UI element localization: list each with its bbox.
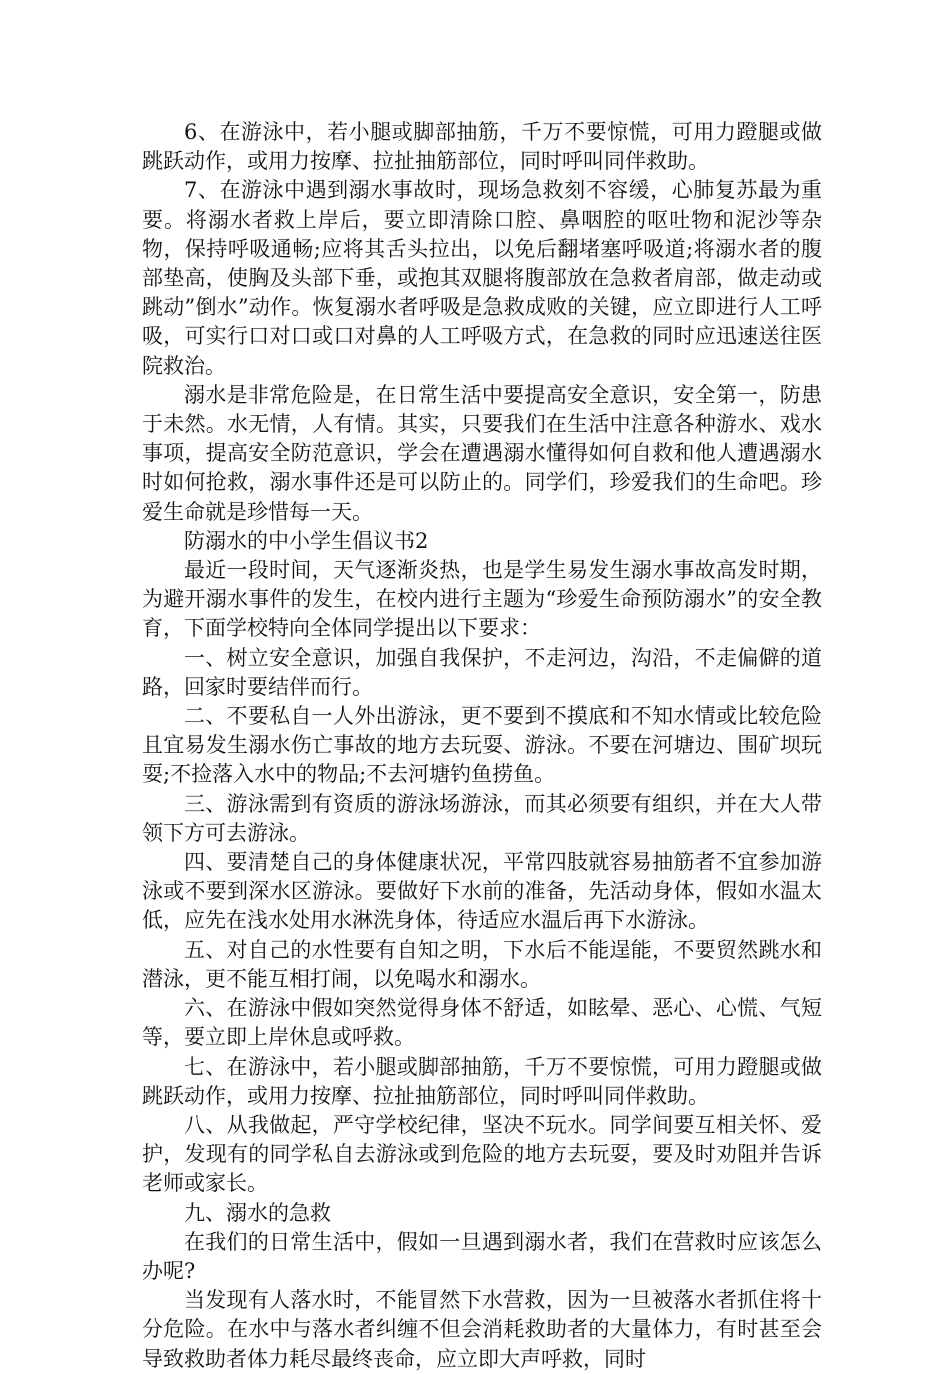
list-item-2: 二、不要私自一人外出游泳，更不要到不摸底和不知水情或比较危险且宜易发生溺水伤亡事故的地方去玩耍、游泳。不要在河塘边、围矿坝玩耍;不捡落入水中的物品;不去河塘钓鱼捞鱼。 bbox=[142, 704, 822, 787]
list-item-4: 四、要清楚自己的身体健康状况，平常四肢就容易抽筋者不宜参加游泳或不要到深水区游泳。要做好下水前的准备，先活动身体，假如水温太低，应先在浅水处用水淋洗身体，待适应水温后再下水游泳。 bbox=[142, 850, 822, 933]
list-item-8: 八、从我做起，严守学校纪律，坚决不玩水。同学间要互相关怀、爱护，发现有的同学私自去游泳或到危险的地方去玩耍，要及时劝阻并告诉老师或家长。 bbox=[142, 1112, 822, 1196]
list-item-9-heading: 九、溺水的急救 bbox=[184, 1200, 331, 1225]
paragraph-conclusion: 溺水是非常危险是，在日常生活中要提高安全意识，安全第一，防患于未然。水无情，人有情。其实，只要我们在生活中注意各种游水、戏水事项，提高安全防范意识，学会在遭遇溺水懂得如何自救和他人遭遇溺水时如何抢救，溺水事件还是可以防止的。同学们，珍爱我们的生命吧。珍爱生命就是珍惜每一天。 bbox=[142, 382, 822, 524]
list-item-3: 三、游泳需到有资质的游泳场游泳，而其必须要有组织，并在大人带领下方可去游泳。 bbox=[142, 791, 822, 845]
paragraph-intro: 最近一段时间，天气逐渐炎热，也是学生易发生溺水事故高发时期，为避开溺水事件的发生，在校内进行主题为“珍爱生命预防溺水”的安全教育，下面学校特向全体同学提出以下要求： bbox=[142, 558, 822, 641]
list-item-1: 一、树立安全意识，加强自我保护，不走河边，沟沿，不走偏僻的道路，回家时要结伴而行。 bbox=[142, 645, 822, 699]
list-item-7: 七、在游泳中，若小腿或脚部抽筋，千万不要惊慌，可用力蹬腿或做跳跃动作，或用力按摩、拉扯抽筋部位，同时呼叫同伴救助。 bbox=[142, 1054, 822, 1108]
paragraph-cramp-tip: 6、在游泳中，若小腿或脚部抽筋，千万不要惊慌，可用力蹬腿或做跳跃动作，或用力按摩、拉扯抽筋部位，同时呼叫同伴救助。 bbox=[142, 120, 822, 174]
paragraph-first-aid: 7、在游泳中遇到溺水事故时，现场急救刻不容缓，心肺复苏最为重要。将溺水者救上岸后，要立即清除口腔、鼻咽腔的呕吐物和泥沙等杂物，保持呼吸通畅;应将其舌头拉出，以免后翻堵塞呼吸道;将溺水者的腹部垫高，使胸及头部下垂，或抱其双腿将腹部放在急救者肩部，做走动或跳动”倒水”动作。恢复溺水者呼吸是急救成败的关键，应立即进行人工呼吸，可实行口对口或口对鼻的人工呼吸方式，在急救的同时应迅速送往医院救治。 bbox=[142, 178, 822, 378]
paragraph-rescue-advice: 当发现有人落水时，不能冒然下水营救，因为一旦被落水者抓住将十分危险。在水中与落水者纠缠不但会消耗救助者的大量体力，有时甚至会导致救助者体力耗尽最终丧命，应立即大声呼救，同时 bbox=[142, 1288, 822, 1371]
document-body bbox=[142, 118, 822, 1374]
list-item-6: 六、在游泳中假如突然觉得身体不舒适，如眩晕、恶心、心慌、气短等，要立即上岸休息或呼救。 bbox=[142, 996, 822, 1050]
list-item-5: 五、对自己的水性要有自知之明，下水后不能逞能，不要贸然跳水和潜泳，更不能互相打闹，以免喝水和溺水。 bbox=[142, 937, 822, 991]
paragraph-rescue-question: 在我们的日常生活中，假如一旦遇到溺水者，我们在营救时应该怎么办呢? bbox=[142, 1229, 822, 1283]
section-heading: 防溺水的中小学生倡议书2 bbox=[184, 528, 429, 553]
